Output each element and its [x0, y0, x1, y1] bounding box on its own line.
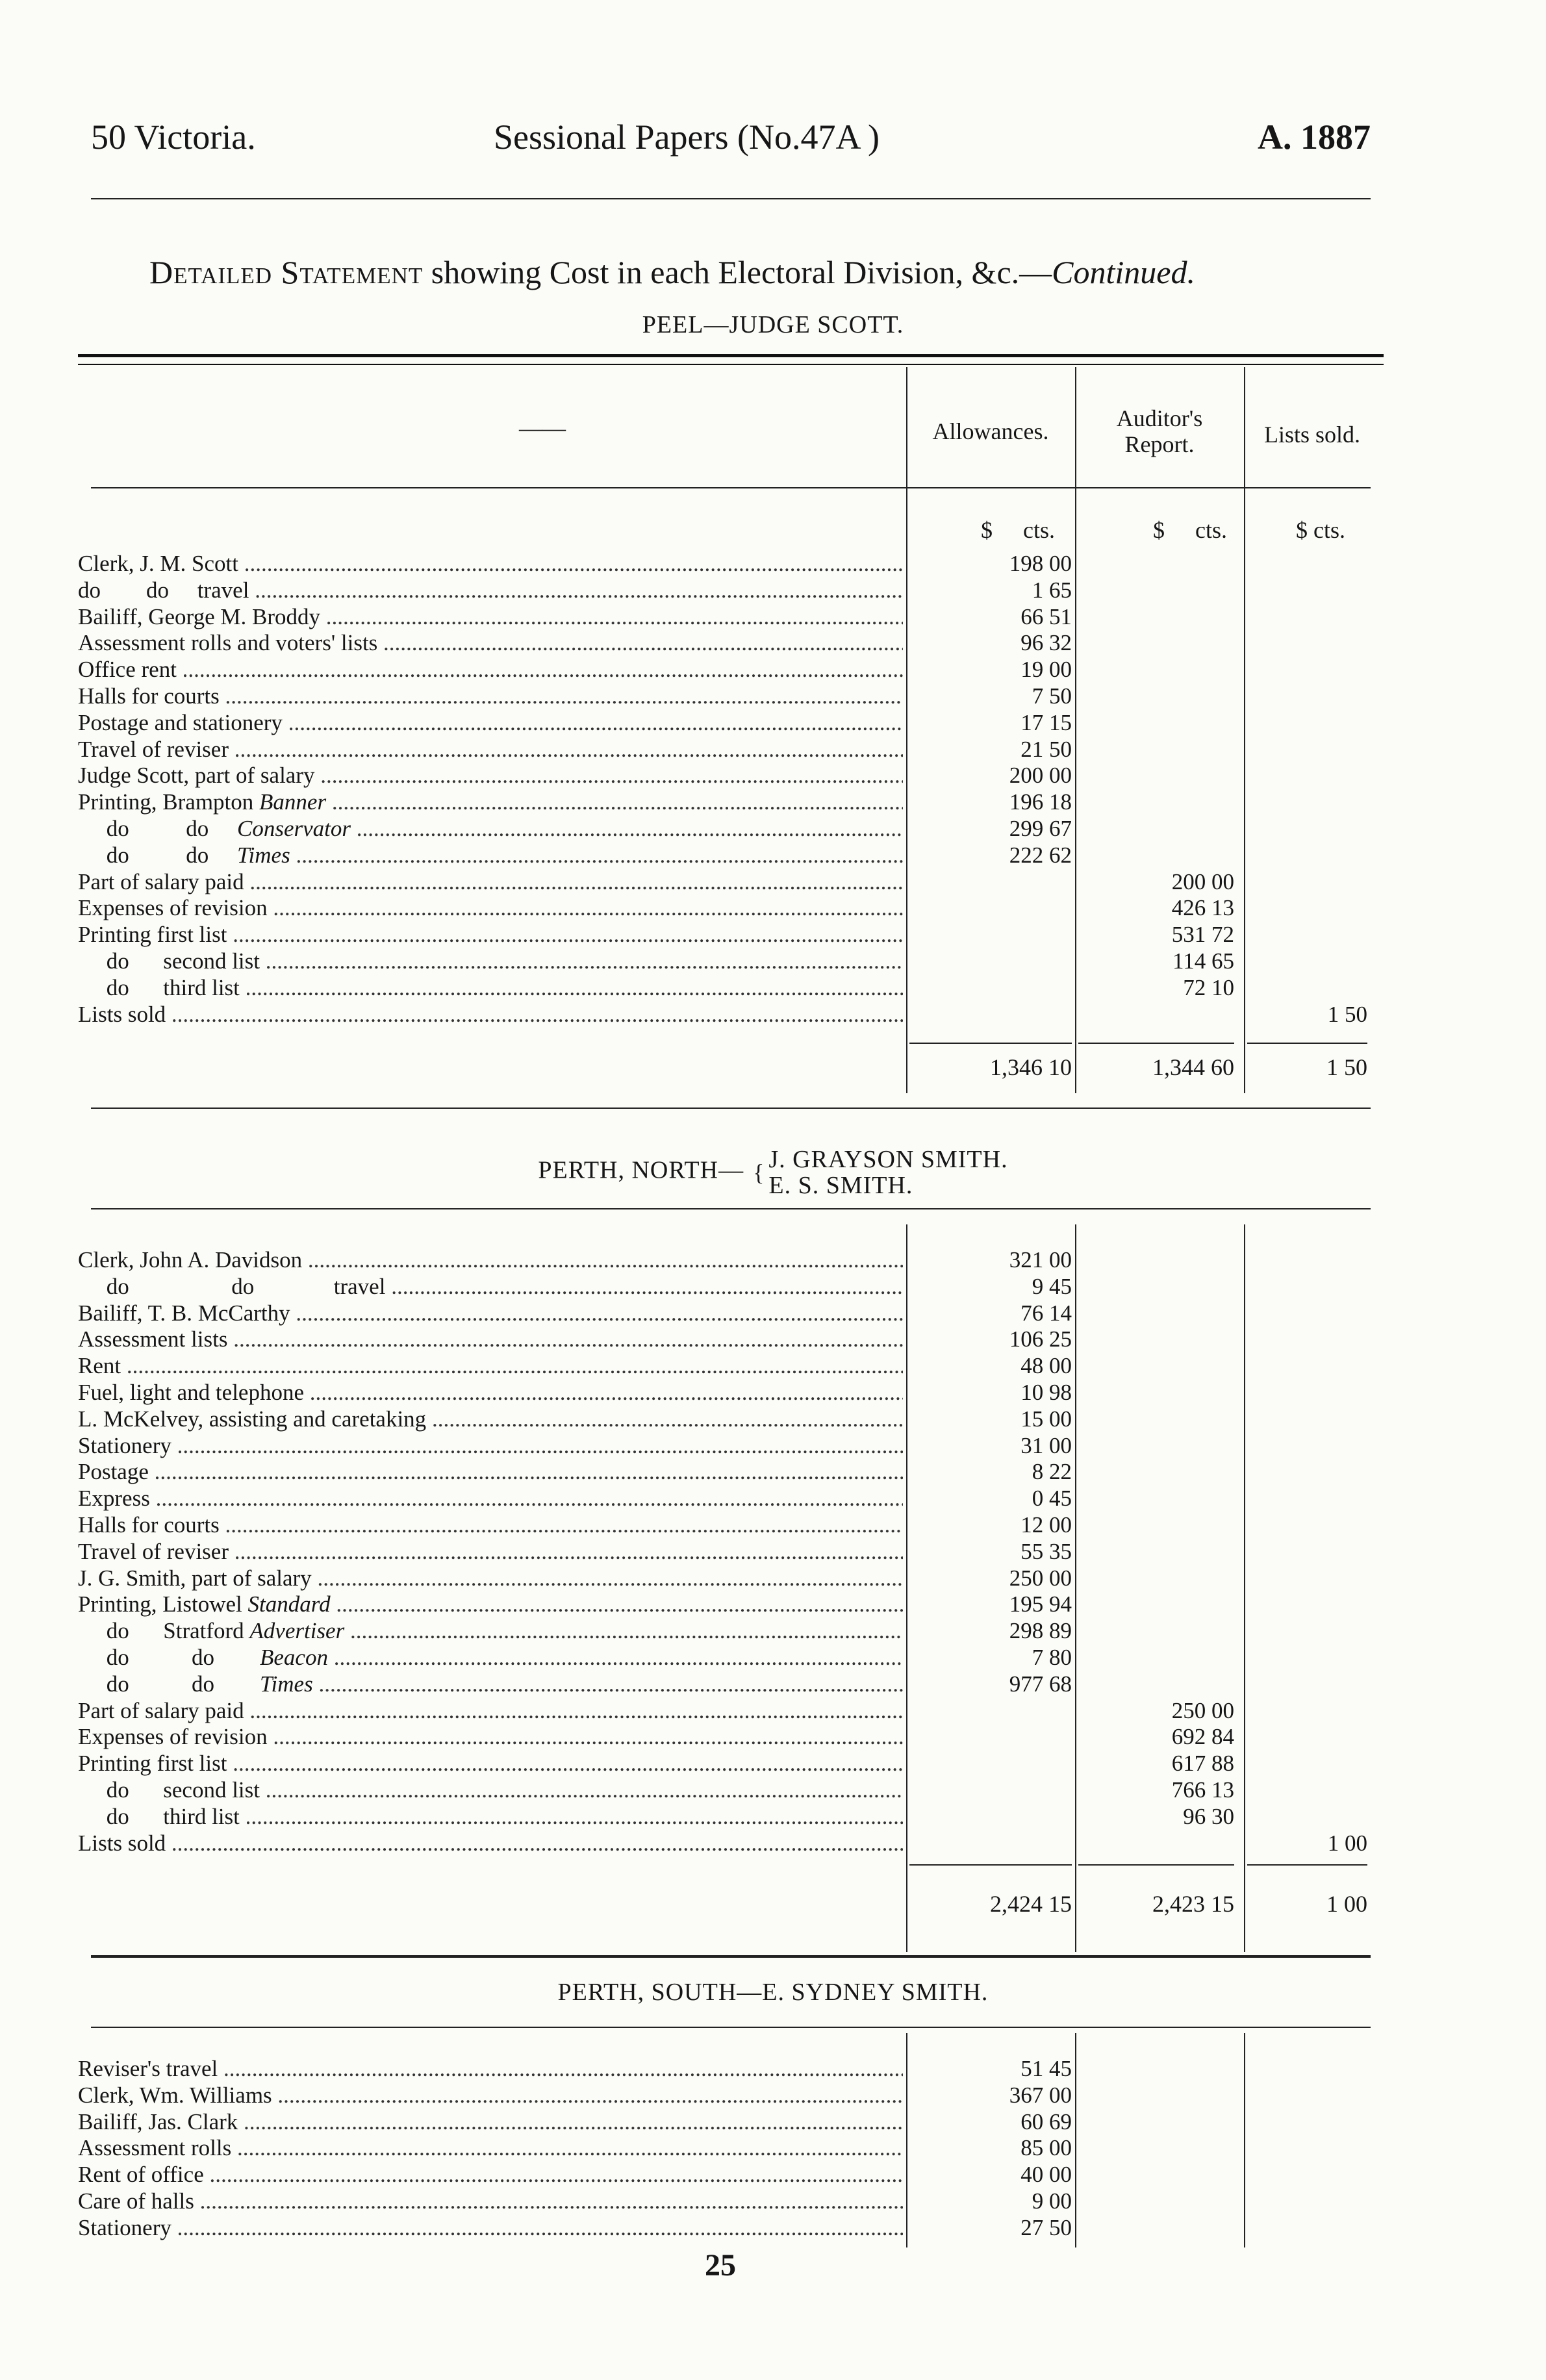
- table-row-label: Express .....: [78, 1486, 903, 1512]
- peel-auditors: [1078, 551, 1234, 1002]
- table-row-label: Expenses of revision .....: [78, 895, 903, 922]
- header-rule: [91, 198, 1371, 199]
- unit-dollars-cts-sold: $ cts.: [1296, 517, 1345, 543]
- allowance-value: 195 94: [1009, 1591, 1072, 1617]
- allowance-value: 106 25: [1009, 1326, 1072, 1352]
- table-row-label: do second list .....: [78, 1777, 903, 1804]
- allowance-value: 10 98: [1020, 1379, 1072, 1405]
- table-row-label: Postage .....: [78, 1459, 903, 1486]
- allowance-value: 15 00: [1020, 1406, 1072, 1432]
- auditor-value: 426 13: [1171, 895, 1234, 921]
- table-row-label: do third list .....: [78, 1804, 903, 1830]
- allowance-value: 222 62: [1009, 842, 1072, 868]
- table-row-label: Halls for courts .....: [78, 683, 903, 710]
- title-rest: showing Cost in each Electoral Division, &c.—: [431, 254, 1052, 290]
- table-row-label: Fuel, light and telephone .....: [78, 1380, 903, 1406]
- allowance-value: 12 00: [1020, 1512, 1072, 1538]
- allowance-value: 367 00: [1009, 2082, 1072, 2108]
- allowance-value: 198 00: [1009, 551, 1072, 576]
- table-row-label: Travel of reviser .....: [78, 737, 903, 763]
- peel-total-lists-sold: 1 50: [1326, 1054, 1367, 1080]
- unit-cts-aud: cts.: [1195, 517, 1227, 543]
- allowance-value: 27 50: [1020, 2214, 1072, 2240]
- section-rule: [91, 2027, 1371, 2028]
- table-row-label: Judge Scott, part of salary .....: [78, 763, 903, 789]
- allowance-value: 55 35: [1020, 1538, 1072, 1564]
- auditor-value: 96 30: [1183, 1803, 1234, 1829]
- total-rule: [1247, 1043, 1367, 1044]
- allowance-value: 85 00: [1020, 2135, 1072, 2161]
- auditor-value: 200 00: [1171, 868, 1234, 894]
- table-row-label: Stationery .....: [78, 2215, 903, 2242]
- perth-north-lists-sold: [1247, 1247, 1367, 1856]
- col-divider-2: [1075, 367, 1076, 1093]
- total-rule: [1247, 1864, 1367, 1866]
- table-row-label: Lists sold .....: [78, 1830, 903, 1857]
- col-divider-1: [906, 367, 907, 1093]
- perth-south-heading: PERTH, SOUTH—E. SYDNEY SMITH.: [557, 1979, 989, 2006]
- col-divider-3: [1244, 2033, 1245, 2247]
- table-row-label: do Stratford Advertiser .....: [78, 1618, 903, 1645]
- allowance-value: 17 15: [1020, 709, 1072, 735]
- auditor-value: 531 72: [1171, 922, 1234, 948]
- allowance-value: 8 22: [1032, 1459, 1072, 1485]
- table-row-label: Bailiff, George M. Broddy .....: [78, 604, 903, 631]
- perth-north-heading: PERTH, NORTH— { J. GRAYSON SMITH. E. S. SMITH.: [538, 1146, 1008, 1199]
- auditor-value: 114 65: [1172, 948, 1234, 974]
- allowance-value: 200 00: [1009, 763, 1072, 789]
- allowance-value: 19 00: [1020, 657, 1072, 683]
- page-number: 25: [705, 2248, 736, 2283]
- perth-south-allowances: [909, 2056, 1072, 2242]
- table-row-label: do second list .....: [78, 948, 903, 975]
- peel-labels: [78, 551, 903, 1028]
- lists-sold-value: 1 50: [1327, 1001, 1367, 1027]
- perth-north-reviser-1: J. GRAYSON SMITH.: [768, 1146, 1008, 1173]
- title-continued: Continued.: [1052, 254, 1195, 290]
- table-row-label: J. G. Smith, part of salary .....: [78, 1565, 903, 1592]
- table-row-label: do do Conservator .....: [78, 816, 903, 842]
- table-row-label: do do Times .....: [78, 1671, 903, 1698]
- table-row-label: Postage and stationery .....: [78, 710, 903, 737]
- table-row-label: Expenses of revision .....: [78, 1724, 903, 1751]
- auditor-value: 250 00: [1171, 1697, 1234, 1723]
- column-header-lists-sold: Lists sold.: [1263, 422, 1361, 448]
- table-row-label: Assessment lists .....: [78, 1326, 903, 1353]
- column-header-auditors-line1: Auditor's: [1116, 405, 1203, 431]
- unit-dollars-aud: $: [1153, 517, 1165, 543]
- auditor-value: 692 84: [1171, 1724, 1234, 1750]
- table-row-label: Halls for courts .....: [78, 1512, 903, 1539]
- header-sessional-papers: Sessional Papers (No.47A ): [494, 118, 880, 157]
- table-row-label: Care of halls .....: [78, 2188, 903, 2215]
- header-volume: 50 Victoria.: [91, 118, 256, 157]
- peel-total-allowances: 1,346 10: [990, 1054, 1072, 1080]
- stub-column-dash: ——: [519, 415, 566, 441]
- table-row-label: Travel of reviser .....: [78, 1539, 903, 1565]
- title-prefix: Detailed Statement: [149, 254, 424, 290]
- table-row-label: Printing, Brampton Banner .....: [78, 789, 903, 816]
- peel-total-auditors: 1,344 60: [1152, 1054, 1234, 1080]
- table-row-label: Printing, Listowel Standard .....: [78, 1591, 903, 1618]
- section-rule: [91, 1208, 1371, 1209]
- allowance-value: 250 00: [1009, 1565, 1072, 1591]
- auditor-value: 617 88: [1171, 1751, 1234, 1777]
- table-row-label: Clerk, John A. Davidson .....: [78, 1247, 903, 1274]
- peel-lists-sold: [1247, 551, 1367, 1028]
- column-header-auditors-line2: Report.: [1124, 431, 1195, 457]
- table-row-label: Part of salary paid .....: [78, 869, 903, 896]
- peel-allowances: [909, 551, 1072, 869]
- allowance-value: 66 51: [1020, 603, 1072, 629]
- col-divider-1: [906, 2033, 907, 2247]
- header-year: A. 1887: [1258, 118, 1371, 157]
- auditor-value: 766 13: [1171, 1777, 1234, 1803]
- column-header-auditors-report: [1078, 406, 1241, 457]
- table-row-label: do third list .....: [78, 975, 903, 1002]
- allowance-value: 299 67: [1009, 815, 1072, 841]
- allowance-value: 48 00: [1020, 1353, 1072, 1379]
- page-title: [149, 253, 1195, 291]
- table-row-label: do do Beacon .....: [78, 1645, 903, 1671]
- table-row-label: Bailiff, Jas. Clark .....: [78, 2109, 903, 2136]
- perth-north-total-allowances: 2,424 15: [990, 1891, 1072, 1917]
- perth-north-reviser-2: E. S. SMITH.: [768, 1172, 913, 1199]
- table-row-label: Printing first list .....: [78, 922, 903, 948]
- allowance-value: 9 45: [1032, 1273, 1072, 1299]
- total-rule: [1078, 1864, 1234, 1866]
- section-rule: [91, 1955, 1371, 1958]
- total-rule: [909, 1864, 1072, 1866]
- allowance-value: 96 32: [1020, 630, 1072, 656]
- allowance-value: 7 50: [1032, 683, 1072, 709]
- allowance-value: 40 00: [1020, 2162, 1072, 2188]
- allowance-value: 977 68: [1009, 1671, 1072, 1697]
- col-divider-2: [1075, 1224, 1076, 1952]
- total-rule: [909, 1043, 1072, 1044]
- allowance-value: 0 45: [1032, 1486, 1072, 1512]
- allowance-value: 76 14: [1020, 1300, 1072, 1326]
- col-divider-1: [906, 1224, 907, 1952]
- allowance-value: 60 69: [1020, 2108, 1072, 2134]
- table-row-label: do do travel .....: [78, 577, 903, 604]
- table-row-label: Bailiff, T. B. McCarthy .....: [78, 1300, 903, 1327]
- table-row-label: do do travel .....: [78, 1274, 903, 1300]
- table-row-label: Assessment rolls and voters' lists .....: [78, 630, 903, 657]
- allowance-value: 7 80: [1032, 1644, 1072, 1670]
- table-row-label: Office rent .....: [78, 657, 903, 683]
- table-row-label: Reviser's travel .....: [78, 2056, 903, 2082]
- table-row-label: do do Times .....: [78, 842, 903, 869]
- table-row-label: L. McKelvey, assisting and caretaking .....: [78, 1406, 903, 1433]
- table-row-label: Rent of office .....: [78, 2162, 903, 2188]
- allowance-value: 21 50: [1020, 736, 1072, 762]
- auditor-value: 72 10: [1183, 974, 1234, 1000]
- table-row-label: Clerk, J. M. Scott .....: [78, 551, 903, 577]
- table-row-label: Rent .....: [78, 1353, 903, 1380]
- lists-sold-value: 1 00: [1327, 1830, 1367, 1856]
- section-rule: [91, 1108, 1371, 1109]
- col-divider-3: [1244, 367, 1245, 1093]
- column-header-rule: [91, 487, 1371, 488]
- unit-dollars-allow: $: [981, 517, 993, 543]
- allowance-value: 31 00: [1020, 1432, 1072, 1458]
- perth-north-total-auditors: 2,423 15: [1152, 1891, 1234, 1917]
- unit-cts-allow: cts.: [1023, 517, 1055, 543]
- allowance-value: 51 45: [1020, 2056, 1072, 2081]
- brace-names: {: [753, 1159, 765, 1185]
- table-row-label: Stationery .....: [78, 1433, 903, 1460]
- perth-north-labels: [78, 1247, 903, 1856]
- column-header-allowances: Allowances.: [932, 418, 1049, 444]
- allowance-value: 9 00: [1032, 2188, 1072, 2214]
- table-row-label: Printing first list .....: [78, 1751, 903, 1777]
- perth-north-total-lists-sold: 1 00: [1326, 1891, 1367, 1917]
- peel-heading: PEEL—JUDGE SCOTT.: [642, 311, 904, 338]
- perth-north-allowances: [909, 1247, 1072, 1698]
- table-row-label: Lists sold .....: [78, 1002, 903, 1028]
- col-divider-2: [1075, 2033, 1076, 2247]
- table-row-label: Clerk, Wm. Williams .....: [78, 2082, 903, 2109]
- allowance-value: 321 00: [1009, 1247, 1072, 1272]
- total-rule: [1078, 1043, 1234, 1044]
- table-top-rule: [78, 354, 1384, 365]
- perth-north-auditors: [1078, 1247, 1234, 1830]
- allowance-value: 298 89: [1009, 1618, 1072, 1644]
- allowance-value: 1 65: [1032, 577, 1072, 603]
- col-divider-3: [1244, 1224, 1245, 1952]
- perth-south-labels: [78, 2056, 903, 2242]
- table-row-label: Assessment rolls .....: [78, 2135, 903, 2162]
- allowance-value: 196 18: [1009, 789, 1072, 815]
- table-row-label: Part of salary paid .....: [78, 1698, 903, 1725]
